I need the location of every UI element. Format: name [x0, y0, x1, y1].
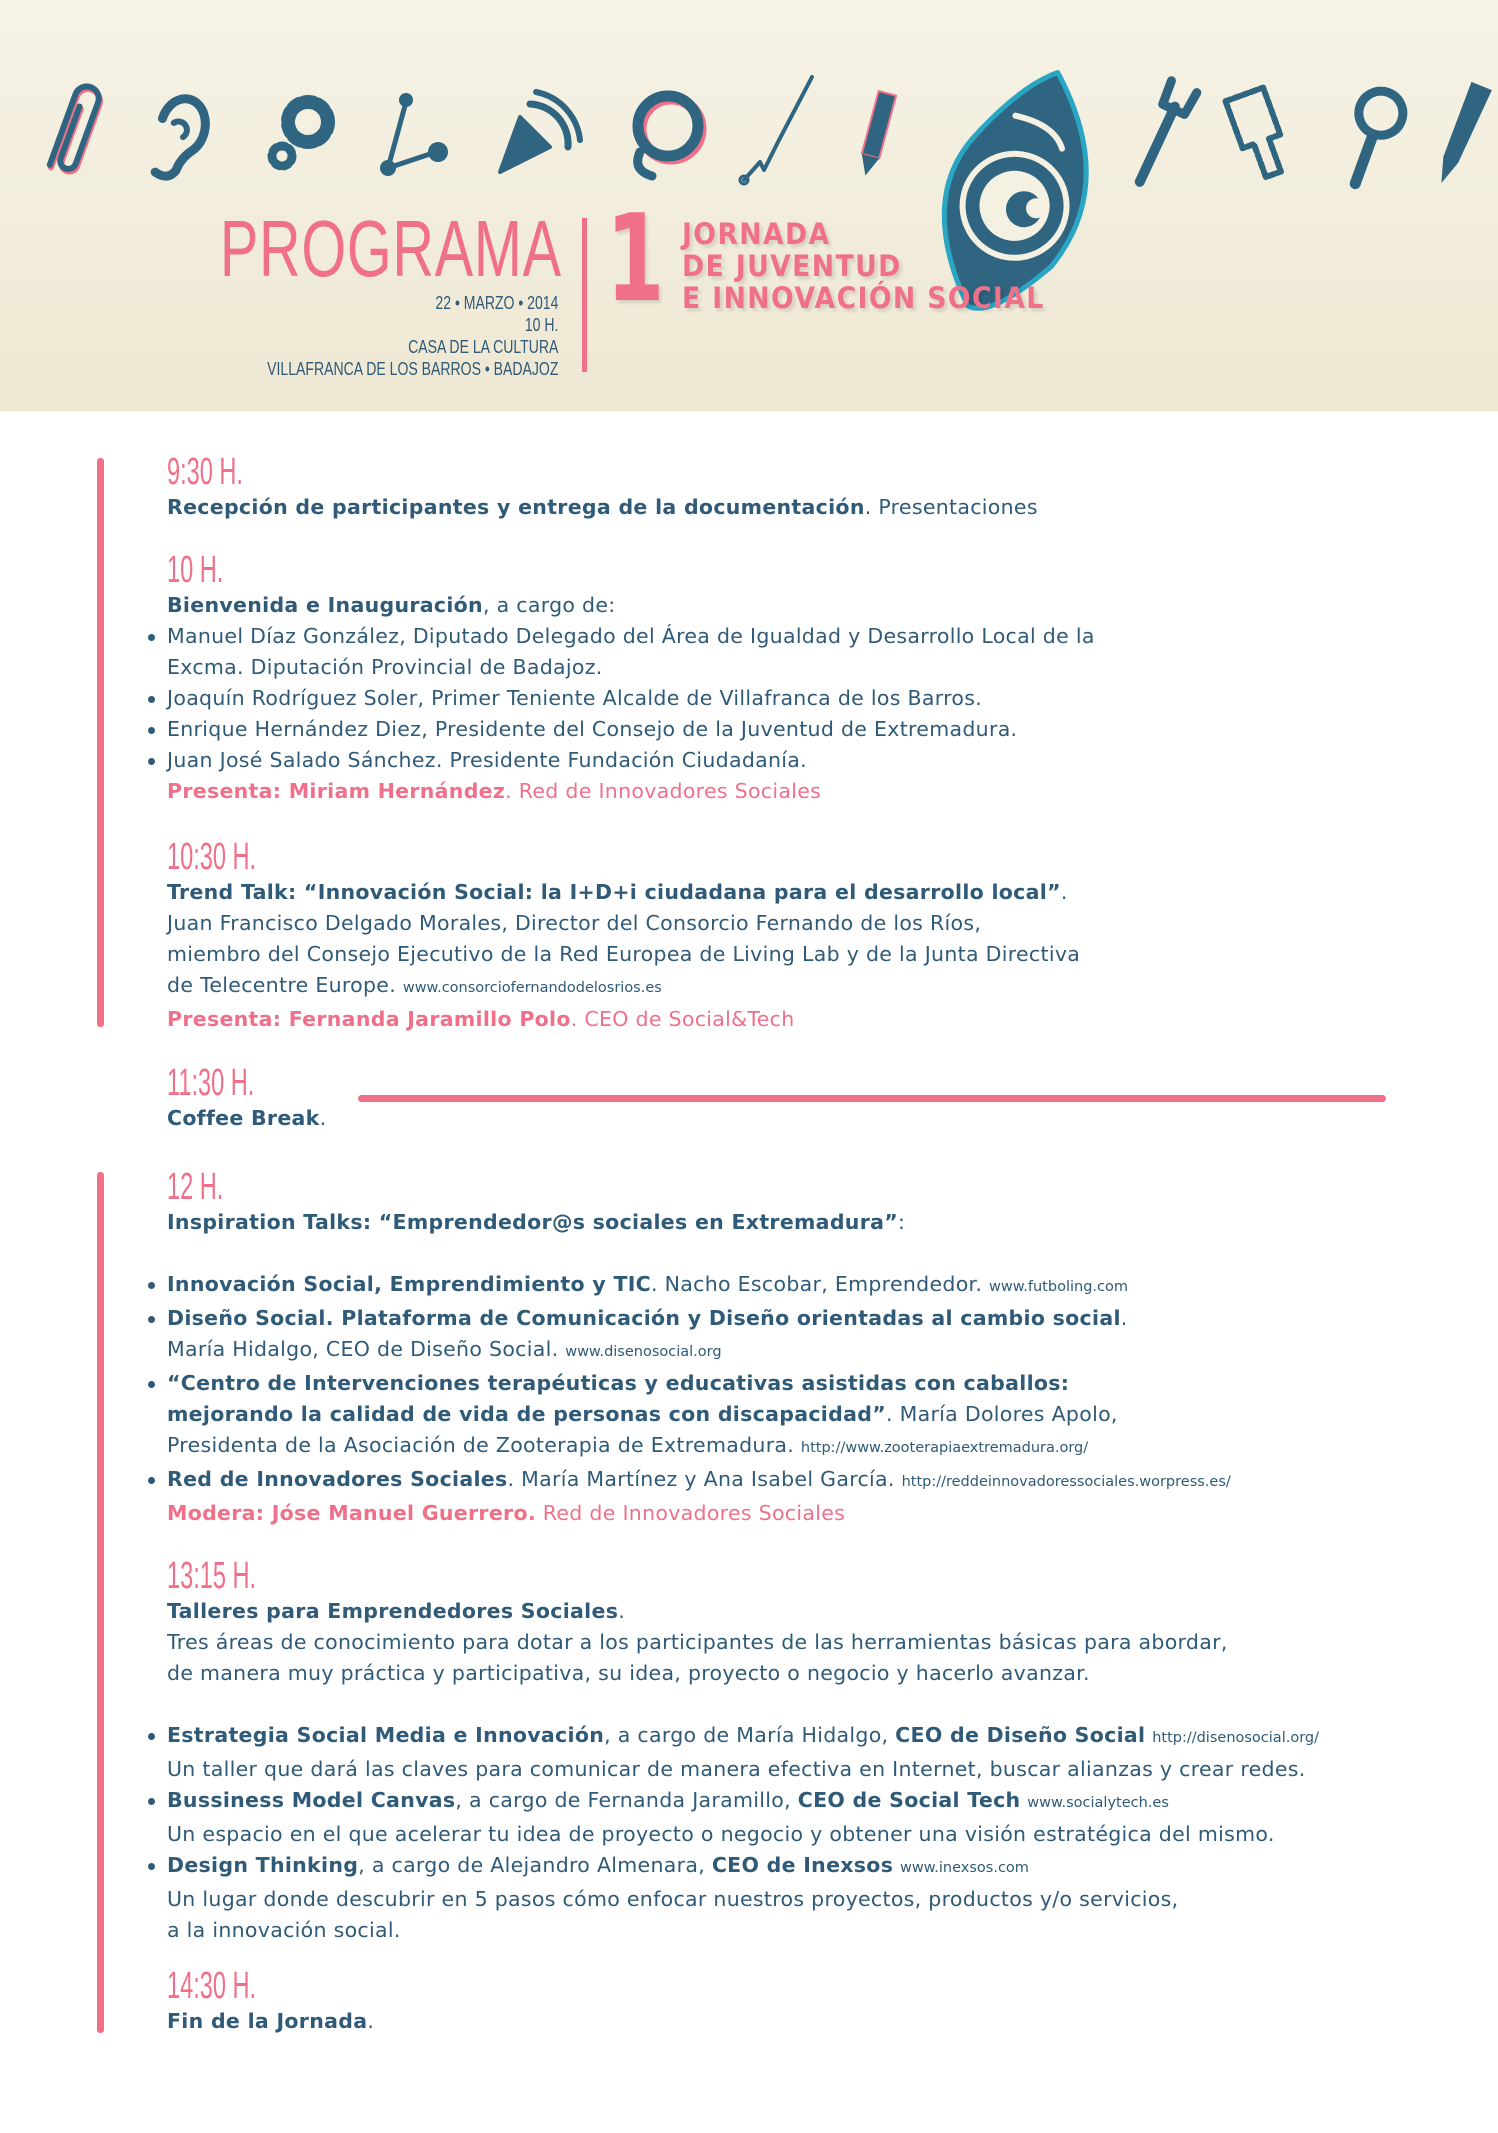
text: a la innovación social.: [167, 1918, 401, 1942]
text-line: [167, 908, 1080, 939]
agenda-section: [167, 1556, 1319, 1946]
bold-text: Trend Talk: “Innovación Social: la I+D+i ciudadana para el desarrollo local”: [167, 880, 1061, 904]
text: .: [1060, 880, 1068, 904]
event-title-line: DE JUVENTUD: [682, 249, 902, 283]
bullet-item: [167, 621, 1095, 652]
bullet-item: [167, 1368, 1231, 1399]
agenda-section: [167, 1167, 1231, 1529]
pen-nib-icon: [1432, 82, 1492, 188]
gears-icon: [272, 102, 328, 166]
agenda-section: [167, 452, 1038, 523]
bullet-item: [167, 1464, 1231, 1498]
bullet-item: [167, 745, 1095, 776]
text: . María Dolores Apolo,: [885, 1402, 1118, 1426]
event-title-line: E INNOVACIÓN SOCIAL: [682, 281, 1045, 315]
bullet-item: [167, 714, 1095, 745]
text: .: [319, 1106, 327, 1130]
accent-bar-bottom: [97, 1172, 104, 2033]
text: Enrique Hernández Diez, Presidente del Consejo de la Juventud de Extremadura.: [167, 717, 1018, 741]
bold-text: Presenta: Fernanda Jaramillo Polo: [167, 1007, 571, 1031]
coffee-break-divider: [358, 1095, 1386, 1102]
text: Un espacio en el que acelerar tu idea de proyecto o negocio y obtener una visión estratégica del mismo.: [167, 1822, 1275, 1846]
megaphone-icon: [500, 92, 580, 172]
text: . Nacho Escobar, Emprendedor.: [651, 1272, 990, 1296]
bullet-item: [167, 1269, 1231, 1303]
text-line: [167, 1658, 1319, 1689]
event-title-line: JORNADA: [682, 217, 831, 251]
line-graph-icon: [740, 77, 812, 184]
text: Un lugar donde descubrir en 5 pasos cómo enfocar nuestros proyectos, productos y/o servicios,: [167, 1887, 1179, 1911]
bullet-item: [167, 1850, 1319, 1884]
text: miembro del Consejo Ejecutivo de la Red Europea de Living Lab y de la Junta Directiva: [167, 942, 1081, 966]
bold-text: Diseño Social. Plataforma de Comunicación y Diseño orientadas al cambio social: [167, 1306, 1121, 1330]
text: de manera muy práctica y participativa, su idea, proyecto o negocio y hacerlo avanzar.: [167, 1661, 1090, 1685]
agenda-section: [167, 1966, 374, 2037]
text: . María Martínez y Ana Isabel García.: [507, 1467, 902, 1491]
bold-text: CEO de Inexsos: [711, 1853, 894, 1877]
bold-text: Estrategia Social Media e Innovación: [167, 1723, 605, 1747]
text-line: [167, 1103, 326, 1134]
text: , a cargo de Alejandro Almenara,: [358, 1853, 712, 1877]
header-divider: [582, 218, 587, 372]
time-label: 10:30 H.: [167, 836, 257, 878]
bullet-item: [167, 1720, 1319, 1754]
website-link[interactable]: www.inexsos.com: [900, 1860, 1029, 1876]
paperclip-icon: [49, 83, 104, 176]
text-line: [167, 1430, 1231, 1464]
time-label: 13:15 H.: [167, 1555, 257, 1597]
bold-text: Coffee Break: [167, 1106, 320, 1130]
website-link[interactable]: http://disenosocial.org/: [1152, 1730, 1319, 1746]
text: de Telecentre Europe.: [167, 973, 403, 997]
header-banner: [0, 0, 1498, 411]
wrench-icon: [1127, 81, 1197, 188]
time-label: 14:30 H.: [167, 1965, 257, 2007]
text: , a cargo de Fernanda Jaramillo,: [455, 1788, 798, 1812]
ear-icon: [151, 95, 211, 183]
accent-bar-top: [97, 458, 104, 1027]
text: . Red de Innovadores Sociales: [505, 779, 822, 803]
network-node-icon: [380, 93, 448, 176]
event-details: [185, 292, 558, 380]
website-link[interactable]: www.futboling.com: [989, 1279, 1128, 1295]
text-line: [167, 492, 1038, 523]
website-link[interactable]: www.disenosocial.org: [565, 1344, 722, 1360]
bold-text: Inspiration Talks: “Emprendedor@s sociales en Extremadura”: [167, 1210, 899, 1234]
bold-text: Innovación Social, Emprendimiento y TIC: [167, 1272, 652, 1296]
text-line: [167, 970, 1080, 1004]
time-label: 9:30 H.: [167, 451, 243, 493]
time-label: 10 H.: [167, 549, 224, 591]
bold-text: “Centro de Intervenciones terapéuticas y educativas asistidas con caballos:: [167, 1371, 1070, 1395]
text: , a cargo de María Hidalgo,: [604, 1723, 896, 1747]
text: . Presentaciones: [864, 495, 1038, 519]
text-line: [167, 1498, 1231, 1529]
speech-bubble-icon: [638, 96, 701, 176]
text: . CEO de Social&Tech: [570, 1007, 795, 1031]
text-line: [167, 590, 1095, 621]
agenda-section: [167, 550, 1095, 807]
bold-text: mejorando la calidad de vida de personas con discapacidad”: [167, 1402, 886, 1426]
text: Manuel Díaz González, Diputado Delegado del Área de Igualdad y Desarrollo Local de la: [167, 624, 1095, 648]
agenda-section: [167, 1063, 326, 1134]
text: María Hidalgo, CEO de Diseño Social.: [167, 1337, 566, 1361]
text-line: [167, 652, 1095, 683]
text: Joaquín Rodríguez Soler, Primer Teniente Alcalde de Villafranca de los Barros.: [167, 686, 983, 710]
bold-text: Recepción de participantes y entrega de la documentación: [167, 495, 865, 519]
bold-text: Red de Innovadores Sociales: [167, 1467, 508, 1491]
cursor-hand-icon: [1226, 88, 1293, 182]
event-date: 22 • MARZO • 2014: [435, 293, 558, 313]
bold-text: CEO de Social Tech: [797, 1788, 1021, 1812]
website-link[interactable]: www.consorciofernandodelosrios.es: [402, 980, 662, 996]
bold-text: Talleres para Emprendedores Sociales: [167, 1599, 619, 1623]
text: .: [1120, 1306, 1128, 1330]
website-link[interactable]: www.socialytech.es: [1027, 1795, 1169, 1811]
bold-text: Presenta: Miriam Hernández: [167, 779, 506, 803]
website-link[interactable]: http://www.zooterapiaextremadura.org/: [800, 1440, 1089, 1456]
website-link[interactable]: http://reddeinnovadoressociales.worpress.es/: [901, 1474, 1231, 1490]
bullet-item: [167, 1785, 1319, 1819]
text-line: [167, 1884, 1319, 1915]
text-line: [167, 1819, 1319, 1850]
event-hour: 10 H.: [524, 315, 558, 335]
text-line: [167, 776, 1095, 807]
text-line: [167, 1915, 1319, 1946]
bullet-item: [167, 683, 1095, 714]
bold-text: Modera: Jóse Manuel Guerrero.: [167, 1501, 536, 1525]
text: Juan José Salado Sánchez. Presidente Fundación Ciudadanía.: [167, 748, 807, 772]
text-line: [167, 1334, 1231, 1368]
text-line: [167, 1754, 1319, 1785]
time-label: 11:30 H.: [167, 1062, 255, 1104]
edition-number: 1: [606, 190, 665, 329]
event-title: [682, 218, 1076, 314]
text: Red de Innovadores Sociales: [535, 1501, 846, 1525]
time-label: 12 H.: [167, 1166, 224, 1208]
event-place: VILLAFRANCA DE LOS BARROS • BADAJOZ: [266, 359, 558, 379]
text: Presidenta de la Asociación de Zooterapia de Extremadura.: [167, 1433, 801, 1457]
bullet-item: [167, 1303, 1231, 1334]
text-line: [167, 1399, 1231, 1430]
text: Excma. Diputación Provincial de Badajoz.: [167, 655, 603, 679]
text: .: [367, 2009, 375, 2033]
text-line: [167, 1596, 1319, 1627]
text-line: [167, 877, 1080, 908]
bold-text: CEO de Diseño Social: [895, 1723, 1146, 1747]
program-title: PROGRAMA: [220, 204, 562, 293]
bold-text: Bienvenida e Inauguración: [167, 593, 483, 617]
text: [893, 1853, 900, 1877]
agenda-section: [167, 837, 1080, 1035]
pencil-icon: [857, 91, 896, 178]
text-line: [167, 2006, 374, 2037]
text-line: [167, 1004, 1080, 1035]
text: Tres áreas de conocimiento para dotar a los participantes de las herramientas básicas para abordar,: [167, 1630, 1228, 1654]
text-line: [167, 1627, 1319, 1658]
text: .: [618, 1599, 626, 1623]
text: , a cargo de:: [482, 593, 616, 617]
text: :: [898, 1210, 906, 1234]
bold-text: Bussiness Model Canvas: [167, 1788, 456, 1812]
text: Un taller que dará las claves para comunicar de manera efectiva en Internet, buscar alianzas y crear redes.: [167, 1757, 1306, 1781]
bold-text: Fin de la Jornada: [167, 2009, 368, 2033]
text-line: [167, 939, 1080, 970]
text-line: [167, 1207, 1231, 1238]
bold-text: Design Thinking: [167, 1853, 359, 1877]
magnifier-icon: [1335, 85, 1410, 191]
event-venue: CASA DE LA CULTURA: [407, 337, 558, 357]
text: Juan Francisco Delgado Morales, Director del Consorcio Fernando de los Ríos,: [167, 911, 982, 935]
